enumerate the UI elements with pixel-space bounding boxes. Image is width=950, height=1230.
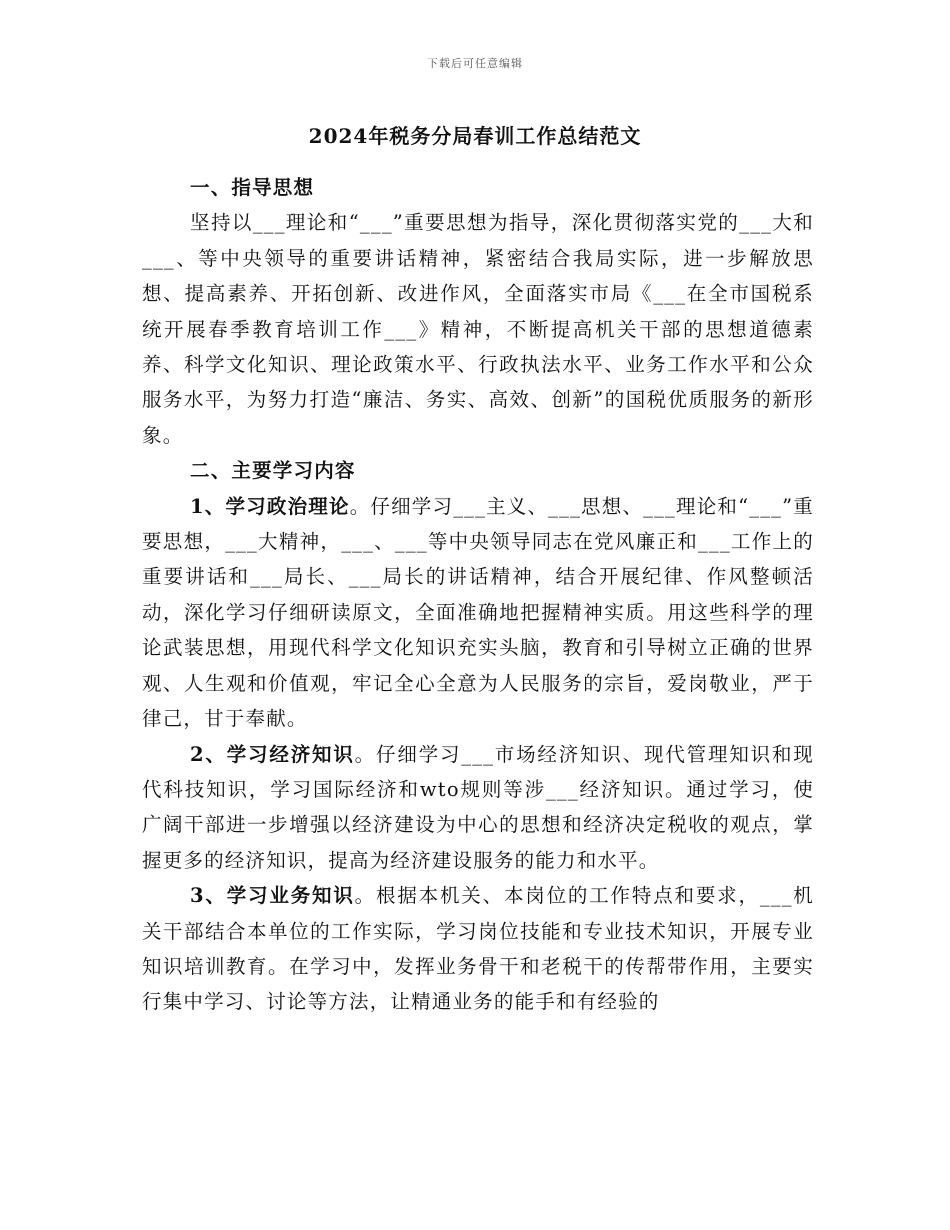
- document-title: 2024年税务分局春训工作总结范文: [308, 124, 642, 148]
- study-item-economics: [142, 737, 814, 879]
- study-item-business: [142, 878, 814, 1020]
- study-item-politics-lead: 1、学习政治理论: [190, 494, 350, 518]
- study-item-economics-lead: 2、学习经济知识: [190, 742, 355, 766]
- study-item-economics-text: 。仔细学习___市场经济知识、现代管理知识和现代科技知识，学习国际经济和wto规则等涉___经济知识。通过学习，使广阔干部进一步增强以经济建设为中心的思想和经济决定税收的观点，掌握更多的经济知识，提高为经济建设服务的能力和水平。: [142, 742, 814, 872]
- study-item-politics: [142, 489, 814, 737]
- study-item-business-lead: 3、学习业务知识: [190, 884, 355, 908]
- section1-heading: 一、指导思想: [190, 176, 315, 199]
- document-body: [142, 170, 814, 1020]
- study-item-business-text: 。根据本机关、本岗位的工作特点和要求，___机关干部结合本单位的工作实际，学习岗位技能和专业技术知识，开展专业知识培训教育。在学习中，发挥业务骨干和老税干的传帮带作用，主要实行集中学习、讨论等方法，让精通业务的能手和有经验的: [142, 884, 814, 1014]
- header-note: 下载后可任意编辑: [427, 57, 523, 70]
- section1-paragraph: 坚持以___理论和“___”重要思想为指导，深化贯彻落实党的___大和___、等中央领导的重要讲话精神，紧密结合我局实际，进一步解放思想、提高素养、开拓创新、改进作风，全面落实市局《___在全市国税系统开展春季教育培训工作___》精神，不断提高机关干部的思想道德素养、科学文化知识、理论政策水平、行政执法水平、业务工作水平和公众服务水平，为努力打造“廉洁、务实、高效、创新”的国税优质服务的新形象。: [142, 211, 814, 447]
- study-item-politics-text: 。仔细学习___主义、___思想、___理论和“___”重要思想，___大精神，___、___等中央领导同志在党风廉正和___工作上的重要讲话和___局长、___局长的讲话精神，结合开展纪律、作风整顿活动，深化学习仔细研读原文，全面准确地把握精神实质。用这些科学的理论武装思想，用现代科学文化知识充实头脑，教育和引导树立正确的世界观、人生观和价值观，牢记全心全意为人民服务的宗旨，爱岗敬业，严于律己，甘于奉献。: [142, 494, 814, 731]
- section2-heading: 二、主要学习内容: [190, 459, 356, 483]
